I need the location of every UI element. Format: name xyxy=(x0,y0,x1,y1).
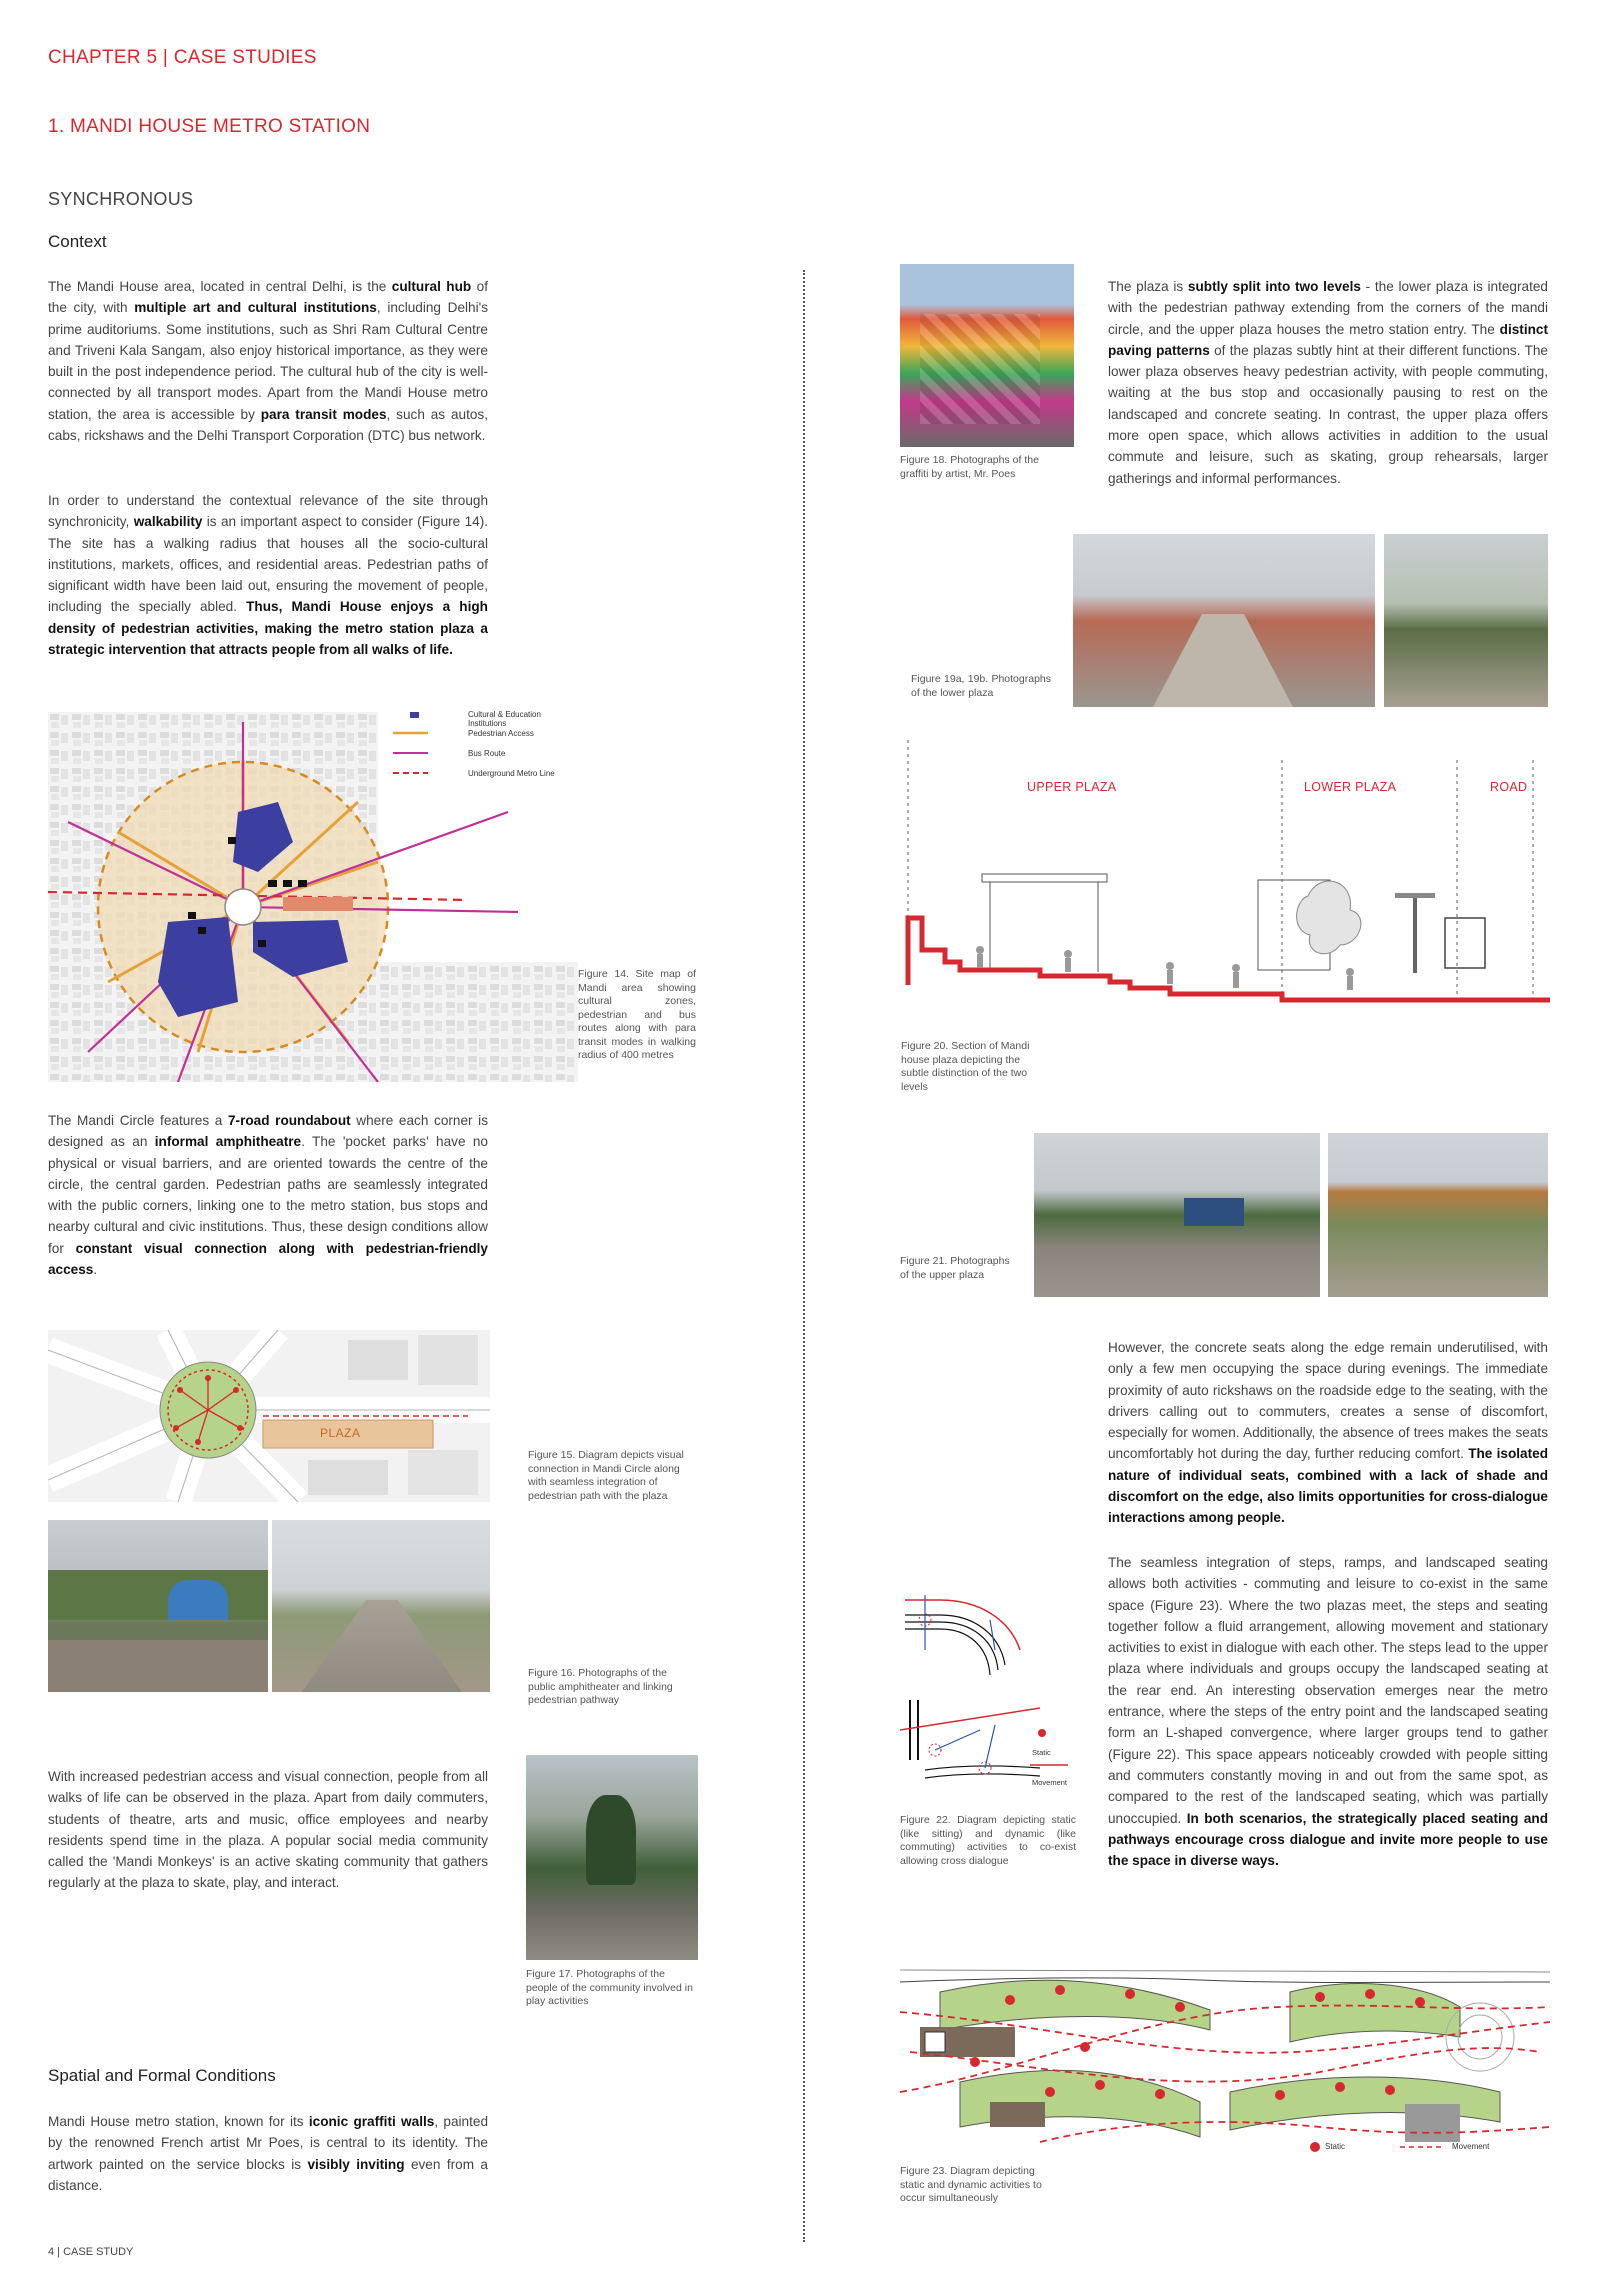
section-label-lower: LOWER PLAZA xyxy=(1304,780,1397,794)
figure-14-caption: Figure 14. Site map of Mandi area showing cultural zones, pedestrian and bus routes along with para transit modes in walking radius of 400 metres xyxy=(578,968,696,1061)
legend-static-label: Static xyxy=(1325,2142,1346,2151)
paragraph-graffiti: Mandi House metro station, known for its iconic graffiti walls, painted by the renowned French artist Mr Poes, is central to its identity. The artwork painted on the service blocks is visibly inviting even from a distance. xyxy=(48,2114,489,2193)
plaza-label: PLAZA xyxy=(320,1426,361,1440)
figure-16-caption: Figure 16. Photographs of the public amphitheater and linking pedestrian pathway xyxy=(528,1667,673,1706)
legend-static-dot xyxy=(1310,2142,1320,2152)
paragraph-community: With increased pedestrian access and visual connection, people from all walks of life can be observed in the plaza. Apart from daily commuters, students of theatre, arts and music, office employees and nearby residents spend time in the plaza. A popular social media community called the 'Mandi Monkeys' is an active skating community that gathers regularly at the plaza to skate, play, and interact. xyxy=(48,1769,488,1891)
section-label: SYNCHRONOUS xyxy=(48,189,194,209)
graffiti-photo xyxy=(900,264,1074,447)
legend-cultural: Cultural & Education Institutions xyxy=(468,710,541,728)
paragraph-underutilised: However, the concrete seats along the edge remain underutilised, with only a few men occupying the space during evenings. The immediate proximity of auto rickshaws on the roadside edge to the seating, with the drivers calling out to commuters, creates a sense of discomfort, especially for women. Additionally, the absence of trees makes the seats uncomfortably hot during the day, further reducing comfort. The isolated nature of individual seats, combined with a lack of shade and discomfort on the edge, also limits opportunities for cross-dialogue interactions among people. xyxy=(1108,1340,1548,1526)
page-footer: 4 | CASE STUDY xyxy=(48,2246,134,2258)
figure-23-caption: Figure 23. Diagram depicting static and dynamic activities to occur simultaneously xyxy=(900,2165,1042,2204)
column-divider xyxy=(803,270,805,2242)
static-dot xyxy=(1038,1729,1046,1737)
paragraph-integration: The seamless integration of steps, ramps, and landscaped seating allows both activities - commuting and leisure to co-exist in the same space (Figure 23). Where the two plazas meet, the steps and seating together follow a fluid arrangement, allowing movement and stationary activities to exist in dialogue with each other. The steps lead to the upper plaza where individuals and groups occupy the landscaped seating at the rear end. An interesting observation emerges near the metro entrance, where the steps of the entry point and the landscaped seating form an L-shaped convergence, where larger groups tend to gather (Figure 22). This space appears noticeably crowded with people sitting and commuters constantly moving in and out from the same spot, as compared to the rest of the landscaped seating, which was partially unoccupied. In both scenarios, the strategically placed seating and pathways encourage cross dialogue and invite more people to use the space in diverse ways. xyxy=(1108,1555,1548,1869)
pathway-photo xyxy=(272,1520,490,1692)
figure-19-caption: Figure 19a, 19b. Photographs of the lower plaza xyxy=(911,673,1051,699)
context-heading: Context xyxy=(48,232,107,251)
legend-cultural-swatch xyxy=(410,712,419,718)
paragraph-walkability: In order to understand the contextual relevance of the site through synchronicity, walkability is an important aspect to consider (Figure 14). The site has a walking radius that houses all the socio-cultural institutions, markets, offices, and residential areas. Pedestrian paths of significant width have been laid out, ensuring the movement of people, including the specially abled. Thus, Mandi House enjoys a high density of pedestrian activities, making the metro station plaza a strategic intervention that attracts people from all walks of life. xyxy=(48,493,488,658)
page-title: 1. MANDI HOUSE METRO STATION xyxy=(48,116,371,137)
section-label-road: ROAD xyxy=(1490,780,1528,794)
circle-diagram-figure xyxy=(48,1330,490,1502)
figure-15-caption: Figure 15. Diagram depicts visual connection in Mandi Circle along with seamless integration of pedestrian path with the plaza xyxy=(528,1449,684,1502)
paragraph-context: The Mandi House area, located in central Delhi, is the cultural hub of the city, with multiple art and cultural institutions, including Delhi's prime auditoriums. Some institutions, such as Shri Ram Cultural Centre and Triveni Kala Sangam, also enjoy historical importance, as they were built in the post independence period. The cultural hub of the city is well-connected by all transport modes. Apart from the Mandi House metro station, the area is accessible by para transit modes, such as autos, cabs, rickshaws and the Delhi Transport Corporation (DTC) bus network. xyxy=(48,279,489,444)
metro-station xyxy=(283,897,353,911)
legend-movement-label: Movement xyxy=(1452,2142,1490,2151)
figure-21-caption: Figure 21. Photographs of the upper plaza xyxy=(900,1255,1010,1281)
plaza-section-figure xyxy=(900,740,1550,1010)
legend-bus: Bus Route xyxy=(468,749,506,758)
section-label-upper: UPPER PLAZA xyxy=(1027,780,1117,794)
paragraph-roundabout: The Mandi Circle features a 7-road roundabout where each corner is designed as an informal amphitheatre. The 'pocket parks' have no physical or visual barriers, and are oriented towards the centre of the circle, the central garden. Pedestrian paths are seamlessly integrated with the public corners, linking one to the metro station, bus stops and nearby cultural and civic institutions. Thus, these design conditions allow for constant visual connection along with pedestrian-friendly access. xyxy=(48,1113,488,1278)
upper-plaza-photo-b xyxy=(1328,1133,1548,1297)
figure-17-caption: Figure 17. Photographs of the people of the community involved in play activities xyxy=(526,1968,693,2007)
activity-diagram-figure xyxy=(900,1590,1080,1800)
lower-plaza-photo-b xyxy=(1384,534,1548,707)
legend-metro: Underground Metro Line xyxy=(468,769,555,778)
spatial-heading: Spatial and Formal Conditions xyxy=(48,2066,276,2085)
section-ground-line xyxy=(908,918,1550,1000)
paragraph-two-levels: The plaza is subtly split into two levels - the lower plaza is integrated with the pedestrian pathway extending from the corners of the mandi circle, and the upper plaza houses the metro station entry. The distinct paving patterns of the plazas subtly hint at their different functions. The lower plaza observes heavy pedestrian activity, with people commuting, waiting at the bus stop and occasionally pausing to rest on the landscaped and concrete seating. In contrast, the upper plaza offers more open space, which allows activities in addition to the usual commute and leisure, such as skating, group rehearsals, larger gatherings and informal performances. xyxy=(1108,279,1548,486)
figure-20-caption: Figure 20. Section of Mandi house plaza depicting the subtle distinction of the two levels xyxy=(901,1040,1030,1093)
roundabout xyxy=(225,889,261,925)
figure-22-caption: Figure 22. Diagram depicting static (like sitting) and dynamic (like commuting) activities to co-exist allowing cross dialogue xyxy=(900,1814,1076,1867)
site-map-figure xyxy=(48,712,578,1082)
amphitheater-photo xyxy=(48,1520,268,1692)
activity-plan-figure xyxy=(900,1952,1550,2162)
legend-movement-small: Movement xyxy=(1032,1778,1068,1787)
legend-static-small: Static xyxy=(1032,1748,1051,1757)
legend-pedestrian: Pedestrian Access xyxy=(468,729,534,738)
upper-plaza-photo-a xyxy=(1034,1133,1320,1297)
lower-plaza-photo-a xyxy=(1073,534,1375,707)
community-play-photo xyxy=(526,1755,698,1960)
auto-rickshaw xyxy=(1445,918,1485,968)
figure-18-caption: Figure 18. Photographs of the graffiti by artist, Mr. Poes xyxy=(900,454,1039,480)
chapter-heading: CHAPTER 5 | CASE STUDIES xyxy=(48,47,317,68)
